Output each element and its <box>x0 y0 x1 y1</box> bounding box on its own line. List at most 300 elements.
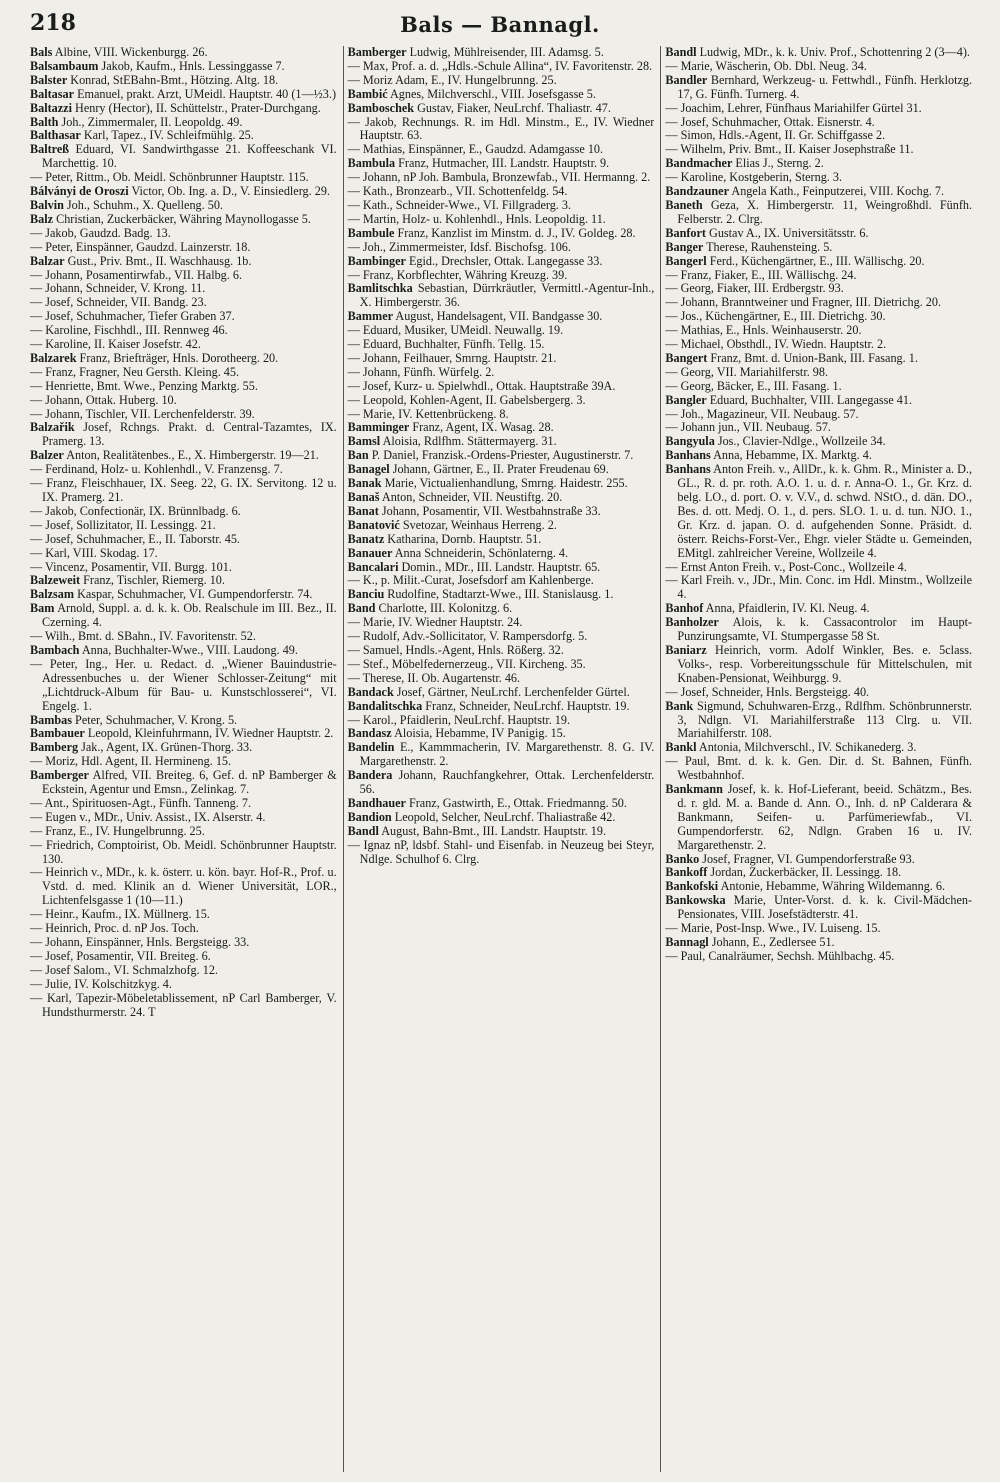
entry-surname: Bambić <box>347 86 388 101</box>
entry-surname: Baneth <box>665 197 703 212</box>
entry-details: — Therese, II. Ob. Augartenstr. 46. <box>347 670 521 685</box>
directory-entry <box>348 449 655 463</box>
entry-surname: Banak <box>347 476 382 491</box>
directory-entry <box>30 143 337 171</box>
entry-surname: Bambauer <box>30 726 85 741</box>
entry-details: — Leopold, Kohlen-Agent, II. Gabelsbergerg. 3. <box>347 392 586 407</box>
entry-details: Egid., Drechsler, Ottak. Langegasse 33. <box>408 253 603 268</box>
entry-details: — Kath., Schneider-Wwe., VI. Fillgraderg. 3. <box>347 197 572 212</box>
directory-entry <box>348 505 655 519</box>
directory-entry <box>348 435 655 449</box>
directory-entry <box>348 116 655 144</box>
directory-entry <box>665 783 972 853</box>
directory-entry <box>665 74 972 102</box>
directory-entry <box>665 866 972 880</box>
directory-entry <box>348 588 655 602</box>
directory-entry <box>30 185 337 199</box>
entry-details: Marie, Unter-Vorst. d. k. k. Civil-Mädchen-Pensionates, VIII. Josefstädterstr. 41. <box>677 893 973 922</box>
entry-surname: Banholzer <box>665 615 719 630</box>
directory-entry <box>30 171 337 185</box>
entry-details: Franz, Briefträger, Hnls. Dorotheerg. 20. <box>79 350 279 365</box>
directory-entry <box>30 992 337 1020</box>
entry-surname: Bamberger <box>347 46 407 59</box>
directory-entry <box>665 561 972 575</box>
entry-details: — Josef, Schneider, Hnls. Bergsteigg. 40. <box>665 684 870 699</box>
entry-details: Johann, Rauchfangkehrer, Ottak. Lerchenfelderstr. 56. <box>359 768 655 797</box>
entry-details: Victor, Ob. Ing. a. D., V. Einsiedlerg. 29. <box>131 184 330 199</box>
entry-surname: Bambach <box>30 642 80 657</box>
directory-entry <box>665 352 972 366</box>
entry-details: — Karoline, Kostgeberin, Sterng. 3. <box>665 170 843 185</box>
entry-details: — Heinr., Kaufm., IX. Müllnerg. 15. <box>30 907 210 922</box>
entry-details: — Ferdinand, Holz- u. Kohlenhdl., V. Franzensg. 7. <box>30 462 283 477</box>
directory-entry <box>665 157 972 171</box>
entry-surname: Bangert <box>665 350 708 365</box>
entry-details: Therese, Rauhensteing. 5. <box>706 239 833 254</box>
entry-surname: Bandler <box>665 72 708 87</box>
entry-details: — Josef Salom., VI. Schmalzhofg. 12. <box>30 962 218 977</box>
directory-entry <box>665 241 972 255</box>
directory-entry <box>30 936 337 950</box>
entry-details: — Johann, Schneider, V. Krong. 11. <box>30 281 206 296</box>
entry-details: Anna, Hebamme, IX. Marktg. 4. <box>713 448 872 463</box>
directory-entry <box>665 950 972 964</box>
directory-entry <box>348 338 655 352</box>
entry-details: Anna, Buchhalter-Wwe., VIII. Laudong. 49. <box>81 642 298 657</box>
directory-entry <box>30 755 337 769</box>
entry-details: Christian, Zuckerbäcker, Währing Maynollogasse 5. <box>56 211 311 226</box>
column-right <box>660 46 972 1472</box>
entry-details: August, Handelsagent, VII. Bandgasse 30. <box>395 309 603 324</box>
entry-surname: Bálványi de Oroszi <box>30 184 129 199</box>
entry-details: — Josef, Schuhmacher, Tiefer Graben 37. <box>30 309 235 324</box>
directory-entry <box>30 658 337 714</box>
entry-details: — Michael, Obsthdl., IV. Wiedn. Hauptstr. 2. <box>665 337 887 352</box>
entry-details: — Peter, Einspänner, Gaudzd. Lainzerstr. 18. <box>30 239 251 254</box>
entry-details: — Johann, Branntweiner und Fragner, III. Dietrichg. 20. <box>665 295 942 310</box>
directory-entry <box>348 714 655 728</box>
entry-details: — Rudolf, Adv.-Sollicitator, V. Rampersdorfg. 5. <box>347 629 588 644</box>
directory-entry <box>665 602 972 616</box>
entry-surname: Bamsl <box>347 434 381 449</box>
directory-entry <box>348 171 655 185</box>
entry-details: Anton Freih. v., AllDr., k. k. Ghm. R., Minister a. D., GL., R. d. pr. roth. A.O. 1. u. d. r. Anna-O. 1., Gr. Krz. d. belg. LO., d. port. O. v. V.V., d. schwd. NStO., d. dän. DO., Bes. d. ott. Medj. O. 1., d. pers. SLO. 1. u. d. tun. NJO. 1., Gr. Krz. d. japan. O. d. aufgehenden Sonne. Präsidt. d. österr. Reichs-Forst-Ver., Ehgr. vieler Städte u. Gemeinden, EMitgl. zahlreicher Vereine, Wollzeile 4. <box>677 462 973 560</box>
entry-details: — Johann jun., VII. Neubaug. 57. <box>665 420 831 435</box>
entry-details: Marie, Victualienhandlung, Smrng. Haidestr. 255. <box>384 476 628 491</box>
directory-entry <box>665 894 972 922</box>
entry-surname: Bandalitschka <box>347 698 423 713</box>
entry-details: Johann, Gärtner, E., II. Prater Freudenau 69. <box>392 462 609 477</box>
entry-surname: Baltazzi <box>30 100 72 115</box>
directory-entry <box>348 185 655 199</box>
directory-entry <box>348 380 655 394</box>
entry-details: — Moriz, Hdl. Agent, II. Hermineng. 15. <box>30 754 232 769</box>
directory-entry <box>665 296 972 310</box>
entry-details: — Peter, Rittm., Ob. Meidl. Schönbrunner Hauptstr. 115. <box>30 170 309 185</box>
entry-details: Arnold, Suppl. a. d. k. k. Ob. Realschule im III. Bez., II. Czerning. 4. <box>42 601 337 630</box>
directory-entry <box>665 435 972 449</box>
directory-entry <box>348 561 655 575</box>
entry-details: — Mathias, E., Hnls. Weinhauserstr. 20. <box>665 323 862 338</box>
entry-details: — Heinrich v., MDr., k. k. österr. u. kön. bayr. Hof-R., Prof. u. Vstd. d. med. Klinik an d. Wiener Universität, LOR., Lichtenfelsgasse 1 (10—11.) <box>30 865 337 908</box>
entry-details: Sebastian, Dürrkräutler, Vermittl.-Agentur-Inh., X. Himbergerstr. 36. <box>359 281 655 310</box>
directory-entry <box>30 213 337 227</box>
entry-details: — Max, Prof. a. d. „Hdls.-Schule Allina“, IV. Favoritenstr. 28. <box>347 58 653 73</box>
entry-surname: Bamboschek <box>347 100 415 115</box>
entry-details: — Johann, Tischler, VII. Lerchenfelderstr. 39. <box>30 406 255 421</box>
directory-entry <box>30 394 337 408</box>
entry-details: — Eugen v., MDr., Univ. Assist., IX. Alserstr. 4. <box>30 809 266 824</box>
directory-entry <box>30 227 337 241</box>
entry-details: Johann, E., Zedlersee 51. <box>711 935 835 949</box>
directory-entry <box>665 686 972 700</box>
entry-surname: Banagel <box>347 462 390 477</box>
directory-entry <box>665 102 972 116</box>
directory-entry <box>30 866 337 908</box>
directory-entry <box>348 199 655 213</box>
entry-details: Sigmund, Schuhwaren-Erzg., Rdlfhm. Schönbrunnerstr. 3, Ndlgn. VI. Mariahilferstraße 113 Clrg. u. VII. Mariahilferstr. 108. <box>677 698 973 741</box>
entry-details: — Paul, Bmt. d. k. k. Gen. Dir. d. St. Bahnen, Fünfh. Westbahnhof. <box>665 754 973 783</box>
directory-entry <box>348 547 655 561</box>
directory-entry <box>348 143 655 157</box>
entry-surname: Banhans <box>665 462 711 477</box>
entry-details: — Stef., Möbelfedernerzeug., VII. Kircheng. 35. <box>347 656 586 671</box>
entry-details: — Simon, Hdls.-Agent, II. Gr. Schiffgasse 2. <box>665 128 886 143</box>
entry-details: — Marie, IV. Kettenbrückeng. 8. <box>347 406 509 421</box>
entry-details: — Johann, Feilhauer, Smrng. Hauptstr. 21. <box>347 350 557 365</box>
directory-entry <box>348 811 655 825</box>
entry-surname: Banauer <box>347 545 393 560</box>
entry-details: Anna, Pfaidlerin, IV. Kl. Neug. 4. <box>705 601 870 616</box>
entry-surname: Bamberger <box>30 768 89 783</box>
directory-entry <box>30 421 337 449</box>
directory-entry <box>348 46 655 60</box>
entry-details: — Heinrich, Proc. d. nP Jos. Toch. <box>30 921 199 936</box>
directory-entry <box>665 338 972 352</box>
directory-entry <box>665 408 972 422</box>
directory-entry <box>348 255 655 269</box>
entry-details: Bernhard, Werkzeug- u. Fettwhdl., Fünfh. Herklotzg. 17, G. Fünfh. Turnerg. 4. <box>677 72 973 101</box>
directory-entry <box>665 282 972 296</box>
directory-entry <box>665 255 972 269</box>
directory-entry <box>348 616 655 630</box>
entry-columns <box>30 46 972 1472</box>
entry-details: Svetozar, Weinhaus Herreng. 2. <box>402 517 557 532</box>
entry-surname: Balzer <box>30 448 64 463</box>
entry-details: — Kath., Bronzearb., VII. Schottenfeldg. 54. <box>347 184 568 199</box>
directory-entry <box>30 129 337 143</box>
directory-entry <box>30 269 337 283</box>
entry-surname: Baniarz <box>665 642 707 657</box>
directory-entry <box>665 366 972 380</box>
entry-details: — Franz, Korbflechter, Währing Kreuzg. 39. <box>347 267 568 282</box>
directory-entry <box>30 950 337 964</box>
directory-entry <box>30 505 337 519</box>
entry-details: — Peter, Ing., Her. u. Redact. d. „Wiener Bauindustrie-Adressenbuches u. der Wiener Schlosser-Zeitung“ mit „Lichtdruck-Album für Bau- u. Kunstschlosserei“, VI. Engelg. 1. <box>30 656 337 713</box>
entry-surname: Banatović <box>347 517 400 532</box>
entry-details: Joh., Schuhm., X. Quelleng. 50. <box>66 197 223 212</box>
entry-surname: Bamminger <box>347 420 410 435</box>
directory-entry <box>30 74 337 88</box>
entry-details: Anton, Realitätenbes., E., X. Himbergerstr. 19—21. <box>66 448 319 463</box>
entry-surname: Banat <box>347 503 379 518</box>
directory-entry <box>30 978 337 992</box>
entry-details: — Henriette, Bmt. Wwe., Penzing Marktg. 55. <box>30 378 258 393</box>
entry-details: — Samuel, Hndls.-Agent, Hnls. Rößerg. 32. <box>347 642 564 657</box>
directory-entry <box>665 310 972 324</box>
entry-details: — Josef, Schuhmacher, Ottak. Eisnerstr. 4. <box>665 114 875 129</box>
entry-details: Ludwig, MDr., k. k. Univ. Prof., Schottenring 2 (3—4). <box>699 46 970 59</box>
entry-surname: Bandl <box>347 823 379 838</box>
directory-entry <box>30 519 337 533</box>
entry-surname: Bankofski <box>665 879 719 894</box>
entry-details: — Joh., Zimmermeister, Idsf. Bischofsg. 106. <box>347 239 571 254</box>
entry-details: — Josef, Posamentir, VII. Breiteg. 6. <box>30 948 211 963</box>
directory-entry <box>665 324 972 338</box>
directory-entry <box>348 366 655 380</box>
directory-entry <box>348 658 655 672</box>
entry-details: Aloisia, Rdlfhm. Stättermayerg. 31. <box>382 434 557 449</box>
directory-entry <box>30 797 337 811</box>
directory-entry <box>348 700 655 714</box>
entry-details: — Karoline, Fischhdl., III. Rennweg 46. <box>30 323 228 338</box>
entry-surname: Bandhauer <box>347 795 406 810</box>
entry-details: — Marie, IV. Wiedner Hauptstr. 24. <box>347 615 523 630</box>
entry-surname: Banfort <box>665 225 706 240</box>
entry-details: Joh., Zimmermaler, II. Leopoldg. 49. <box>61 114 243 129</box>
directory-entry <box>348 241 655 255</box>
directory-entry <box>665 449 972 463</box>
directory-entry <box>348 839 655 867</box>
directory-entry <box>348 672 655 686</box>
directory-entry <box>30 366 337 380</box>
entry-details: — Karl, Tapezir-Möbeletablissement, nP Carl Bamberger, V. Hundsthurmerstr. 24. T <box>30 990 337 1019</box>
entry-details: Konrad, StEBahn-Bmt., Hötzing. Altg. 18. <box>70 72 279 87</box>
entry-details: — Johann, Einspänner, Hnls. Bergsteigg. 33. <box>30 935 250 949</box>
directory-entry <box>348 797 655 811</box>
entry-details: — Martin, Holz- u. Kohlenhdl., Hnls. Leopoldig. 11. <box>347 211 606 226</box>
entry-details: Jos., Clavier-Ndlge., Wollzeile 34. <box>717 434 886 449</box>
entry-details: Elias J., Sterng. 2. <box>735 156 824 171</box>
directory-entry <box>30 644 337 658</box>
directory-entry <box>665 143 972 157</box>
directory-entry <box>30 241 337 255</box>
entry-surname: Baltasar <box>30 86 75 101</box>
directory-entry <box>30 839 337 867</box>
entry-details: E., Kammmacherin, IV. Margarethenstr. 8. G. IV. Margarethenstr. 2. <box>359 740 655 769</box>
directory-entry <box>348 74 655 88</box>
entry-surname: Bangerl <box>665 253 707 268</box>
directory-entry <box>348 102 655 116</box>
directory-entry <box>665 936 972 950</box>
entry-details: Josef, k. k. Hof-Lieferant, beeid. Schätzm., Bes. d. r. gld. M. a. Bande d. Ann. O., Inh. d. nP Calderara & Bankmann, Seifen- u. Parfümeriewfab., VI. Gumpendorferstr. 62, Ndlgn. Graben 16 u. IV. Margarethenstr. 2. <box>677 782 973 852</box>
entry-details: Geza, X. Himbergerstr. 11, Weingroßhdl. Fünfh. Felberstr. 2. Clrg. <box>677 197 973 226</box>
entry-details: Franz, Hutmacher, III. Landstr. Hauptstr. 9. <box>398 156 610 171</box>
directory-entry <box>30 324 337 338</box>
directory-entry <box>30 561 337 575</box>
directory-entry <box>30 574 337 588</box>
entry-surname: Bankmann <box>665 782 723 797</box>
page-number: 218 <box>30 10 76 36</box>
entry-surname: Bammer <box>347 309 394 324</box>
entry-surname: Bandasz <box>347 726 392 741</box>
entry-details: Eduard, Buchhalter, VIII. Langegasse 41. <box>709 392 913 407</box>
entry-details: Franz, Bmt. d. Union-Bank, III. Fasang. 1. <box>710 350 918 365</box>
directory-entry <box>348 630 655 644</box>
entry-surname: Bandelin <box>347 740 395 755</box>
entry-details: Karl, Tapez., IV. Schleifmühlg. 25. <box>83 128 254 143</box>
directory-entry <box>348 408 655 422</box>
entry-details: Antonie, Hebamme, Währing Wildemanng. 6. <box>720 879 946 894</box>
entry-details: — Eduard, Buchhalter, Fünfh. Tellg. 15. <box>347 337 545 352</box>
directory-entry <box>665 463 972 560</box>
entry-details: — Marie, Post-Insp. Wwe., IV. Luiseng. 15. <box>665 921 881 936</box>
directory-entry <box>30 908 337 922</box>
directory-entry <box>665 269 972 283</box>
entry-surname: Bandl <box>665 46 697 59</box>
entry-surname: Banhans <box>665 448 711 463</box>
entry-details: Franz, Schneider, NeuLrchf. Hauptstr. 19. <box>425 698 630 713</box>
entry-surname: Balzarek <box>30 350 77 365</box>
directory-entry <box>348 282 655 310</box>
entry-surname: Balz <box>30 211 54 226</box>
entry-details: — Karl, VIII. Skodag. 17. <box>30 545 158 560</box>
entry-details: Johann, Posamentir, VII. Westbahnstraße 33. <box>381 503 601 518</box>
directory-entry <box>348 157 655 171</box>
directory-entry <box>30 602 337 630</box>
entry-surname: Balzsam <box>30 587 75 602</box>
directory-entry <box>30 88 337 102</box>
entry-details: — Ant., Spirituosen-Agt., Fünfh. Tanneng. 7. <box>30 795 251 810</box>
directory-entry <box>30 449 337 463</box>
directory-entry <box>30 630 337 644</box>
entry-surname: Bamberg <box>30 740 79 755</box>
entry-surname: Balth <box>30 114 59 129</box>
entry-details: August, Bahn-Bmt., III. Landstr. Hauptstr. 19. <box>381 823 606 838</box>
entry-details: Ferd., Küchengärtner, E., III. Wällischg. 20. <box>709 253 925 268</box>
entry-details: Heinrich, vorm. Adolf Winkler, Bes. e. 5class. Volks-, resp. Vorbereitungsschule für Mittelschulen, mit Knaben-Pensionat, Weihburgg. 9. <box>677 642 973 685</box>
entry-details: — Georg, Fiaker, III. Erdbergstr. 93. <box>665 281 844 296</box>
directory-entry <box>30 477 337 505</box>
entry-details: Jordan, Zuckerbäcker, II. Lessingg. 18. <box>710 865 902 880</box>
directory-entry <box>30 338 337 352</box>
directory-entry <box>30 714 337 728</box>
entry-details: — Georg, Bäcker, E., III. Fasang. 1. <box>665 378 842 393</box>
entry-details: Emanuel, prakt. Arzt, UMeidl. Hauptstr. 40 (1—½3.) <box>77 86 336 101</box>
directory-entry <box>30 533 337 547</box>
directory-entry <box>348 310 655 324</box>
directory-entry <box>348 491 655 505</box>
entry-surname: Balvin <box>30 197 64 212</box>
directory-entry <box>665 880 972 894</box>
directory-entry <box>30 463 337 477</box>
directory-entry <box>665 421 972 435</box>
entry-details: — Paul, Canalräumer, Sechsh. Mühlbachg. 45. <box>665 948 895 963</box>
entry-details: Eduard, VI. Sandwirthgasse 21. Koffeeschank VI. Marchettig. 10. <box>42 142 337 171</box>
directory-entry <box>665 741 972 755</box>
directory-entry <box>30 310 337 324</box>
directory-entry <box>348 727 655 741</box>
entry-details: — Jakob, Confectionär, IX. Brünnlbadg. 6. <box>30 503 241 518</box>
directory-entry <box>665 227 972 241</box>
entry-details: — Ernst Anton Freih. v., Post-Conc., Wollzeile 4. <box>665 559 907 574</box>
directory-entry <box>665 199 972 227</box>
entry-surname: Balzařik <box>30 420 75 435</box>
entry-details: — Karl Freih. v., JDr., Min. Conc. im Hdl. Minstm., Wollzeile 4. <box>665 573 973 602</box>
entry-details: Franz, Gastwirth, E., Ottak. Friedmanng. 50. <box>408 795 627 810</box>
entry-surname: Bam <box>30 601 55 616</box>
entry-details: — Mathias, Einspänner, E., Gaudzd. Adamgasse 10. <box>347 142 604 157</box>
directory-entry <box>348 825 655 839</box>
entry-details: — Johann, Posamentirwfab., VII. Halbg. 6. <box>30 267 243 282</box>
directory-entry <box>348 227 655 241</box>
entry-details: P. Daniel, Franzisk.-Ordens-Priester, Augustinerstr. 7. <box>371 448 634 463</box>
entry-details: — Josef, Schneider, VII. Bandg. 23. <box>30 295 207 310</box>
directory-entry <box>30 727 337 741</box>
directory-entry <box>665 922 972 936</box>
entry-details: — Franz, Fleischhauer, IX. Seeg. 22, G. IX. Servitong. 12 u. IX. Pramerg. 21. <box>30 476 337 504</box>
entry-details: Rudolfine, Stadtarzt-Wwe., III. Stanislausg. 1. <box>387 587 614 602</box>
entry-surname: Balzeweit <box>30 573 81 588</box>
running-title: Bals — Bannagl. <box>400 12 600 37</box>
directory-entry <box>30 255 337 269</box>
directory-entry <box>665 129 972 143</box>
directory-entry <box>30 282 337 296</box>
directory-entry <box>348 574 655 588</box>
directory-entry <box>665 394 972 408</box>
entry-details: Anna Schneiderin, Schönlaterng. 4. <box>394 545 569 560</box>
entry-details: — Jakob, Rechnungs. R. im Hdl. Minstm., E., IV. Wiedner Hauptstr. 63. <box>347 114 655 143</box>
directory-entry <box>665 185 972 199</box>
directory-entry <box>348 463 655 477</box>
entry-details: — Georg, VII. Mariahilferstr. 98. <box>665 364 829 379</box>
entry-surname: Bambule <box>347 225 395 240</box>
entry-details: Charlotte, III. Kolonitzg. 6. <box>378 601 513 616</box>
entry-details: — Johann, Fünfh. Würfelg. 2. <box>347 364 495 379</box>
entry-details: — Johann, Ottak. Huberg. 10. <box>30 392 177 407</box>
entry-surname: Balsambaum <box>30 58 99 73</box>
directory-entry <box>348 769 655 797</box>
entry-details: — Vincenz, Posamentir, VII. Burgg. 101. <box>30 559 232 574</box>
entry-details: — Wilh., Bmt. d. SBahn., IV. Favoritenstr. 52. <box>30 629 256 644</box>
entry-details: — Marie, Wäscherin, Ob. Dbl. Neug. 34. <box>665 58 867 73</box>
entry-details: Domin., MDr., III. Landstr. Hauptstr. 65. <box>401 559 601 574</box>
entry-surname: Banaš <box>347 490 380 504</box>
directory-entry <box>665 755 972 783</box>
entry-details: Jakob, Kaufm., Hnls. Lessinggasse 7. <box>101 58 285 73</box>
directory-entry <box>348 533 655 547</box>
directory-entry <box>665 171 972 185</box>
directory-entry <box>348 88 655 102</box>
directory-entry <box>348 602 655 616</box>
entry-details: — Friedrich, Comptoirist, Ob. Meidl. Schönbrunner Hauptstr. 130. <box>30 837 337 866</box>
entry-surname: Bals <box>30 46 53 59</box>
entry-surname: Bambas <box>30 712 72 727</box>
directory-entry <box>348 644 655 658</box>
directory-entry <box>348 686 655 700</box>
entry-surname: Balthasar <box>30 128 81 143</box>
entry-details: Franz, Agent, IX. Wasag. 28. <box>412 420 554 435</box>
directory-entry <box>348 324 655 338</box>
entry-details: — Franz, Fragner, Neu Gersth. Kleing. 45. <box>30 364 240 379</box>
entry-surname: Bandmacher <box>665 156 733 171</box>
entry-details: Ludwig, Mühlreisender, III. Adamsg. 5. <box>409 46 604 59</box>
directory-entry <box>348 394 655 408</box>
entry-surname: Baltreß <box>30 142 70 157</box>
entry-details: Aloisia, Hebamme, IV Panigig. 15. <box>394 726 566 741</box>
entry-details: — Eduard, Musiker, UMeidl. Neuwallg. 19. <box>347 323 564 338</box>
entry-surname: Ban <box>347 448 369 463</box>
